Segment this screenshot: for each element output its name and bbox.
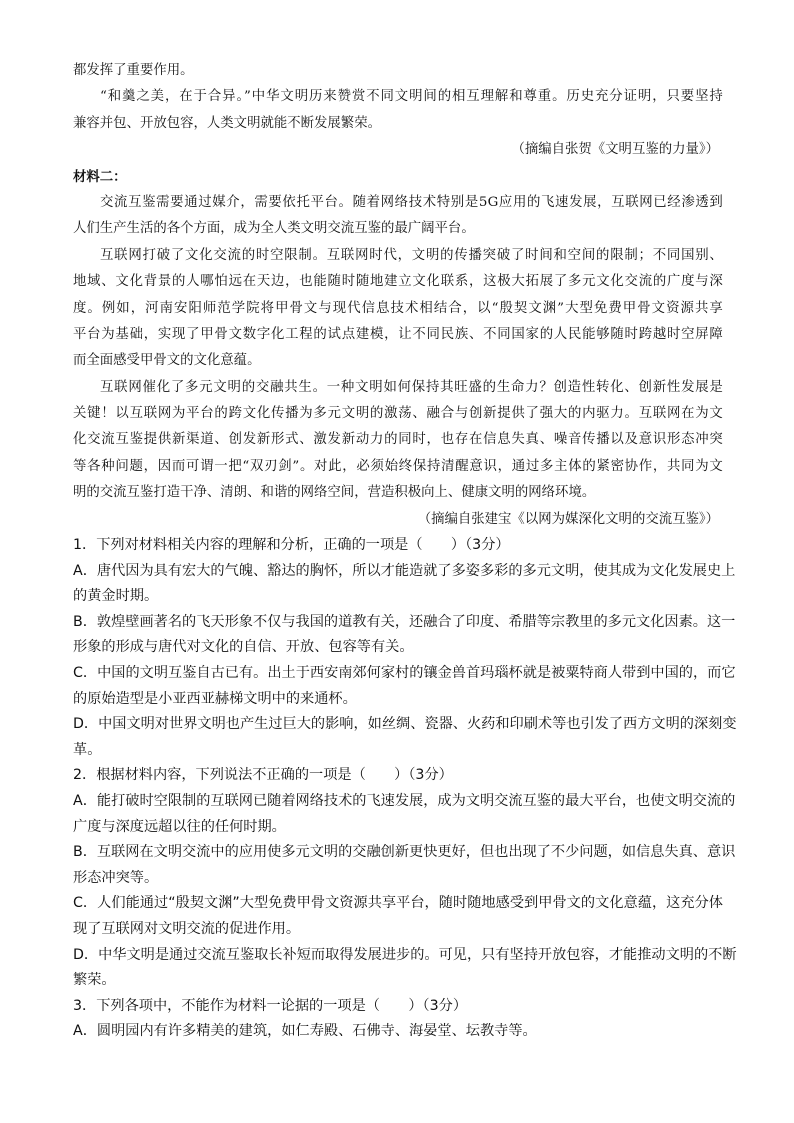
option-line: 革。 (73, 741, 102, 758)
question-stem: 3．下列各项中，不能作为材料一论据的一项是（ ）（3分） (73, 997, 468, 1014)
option-line: 的黄金时期。 (73, 588, 159, 605)
option-line: B．敦煌壁画著名的飞天形象不仅与我国的道教有关，还融合了印度、希腊等宗教里的多元文化因素。这一 (73, 613, 736, 630)
text-line: 明的交流互鉴打造干净、清朗、和谐的网络空间，营造积极向上、健康文明的网络环境。 (73, 485, 596, 501)
text-line: 等各种问题，因而可谓一把“双刃剑”。对此，必须始终保持清醒意识，通过多主体的紧密协作，共同为文 (73, 458, 723, 474)
text-line: 兼容并包、开放包容，人类文明就能不断发展繁荣。 (73, 115, 381, 131)
option-line: 广度与深度远超以往的任何时期。 (73, 818, 286, 835)
text-line: 而全面感受甲骨文的文化意蕴。 (73, 353, 261, 369)
option-line: 的原始造型是小亚西亚赫梯文明中的来通杯。 (73, 690, 357, 707)
question-stem: 2．根据材料内容，下列说法不正确的一项是（ ）（3分） (73, 767, 453, 784)
text-line: 度。例如，河南安阳师范学院将甲骨文与现代信息技术相结合，以“殷契文渊”大型免费甲骨文资源共享 (73, 300, 723, 316)
text-line: 互联网催化了多元文明的交融共生。一种文明如何保持其旺盛的生命力？创造性转化、创新性发展是 (100, 379, 723, 395)
text-line: 人们生产生活的各个方面，成为全人类文明交流互鉴的最广阔平台。 (73, 221, 475, 237)
source-citation: （摘编自张建宝《以网为媒深化文明的交流互鉴》） (417, 511, 719, 527)
option-line: A．能打破时空限制的互联网已随着网络技术的飞速发展，成为文明交流互鉴的最大平台，也使文明交流的 (73, 792, 736, 809)
text-line: “和羹之美，在于合异。”中华文明历来赞赏不同文明间的相互理解和尊重。历史充分证明，只要坚持 (100, 89, 723, 105)
option-line: A．圆明园内有许多精美的建筑，如仁寿殿、石佛寺、海晏堂、坛教寺等。 (73, 1023, 537, 1040)
text-line: 互联网打破了文化交流的时空限制。互联网时代，文明的传播突破了时间和空间的限制；不同国别、 (100, 247, 723, 263)
text-line: 关键！以互联网为平台的跨文化传播为多元文明的激荡、融合与创新提供了强大的内驱力。互联网在为文 (73, 406, 723, 422)
text-line: 都发挥了重要作用。 (73, 63, 194, 78)
option-line: D．中国文明对世界文明也产生过巨大的影响，如丝绸、瓷器、火药和印刷术等也引发了西方文明的深刻变 (73, 716, 737, 733)
option-line: 形态冲突等。 (73, 869, 159, 886)
option-line: A．唐代因为具有宏大的气魄、豁达的胸怀，所以才能造就了多姿多彩的多元文明，使其成为文化发展史上 (73, 562, 736, 579)
question-stem: 1．下列对材料相关内容的理解和分析，正确的一项是（ ）（3分） (73, 537, 510, 554)
section-heading: 材料二： (73, 168, 127, 185)
question-block (73, 533, 737, 1045)
material-two (73, 164, 723, 533)
text-line: 地域、文化背景的人哪怕远在天边，也能随时随地建立文化联系，这极大拓展了多元文化交流的广度与深 (73, 274, 723, 290)
option-line: C．人们能通过“殷契文渊”大型免费甲骨文资源共享平台，随时随地感受到甲骨文的文化意蕴，这充分体 (73, 895, 723, 912)
option-line: 繁荣。 (73, 972, 116, 989)
option-line: 现了互联网对文明交流的促进作用。 (73, 920, 301, 937)
option-line: D．中华文明是通过交流互鉴取长补短而取得发展进步的。可见，只有坚持开放包容，才能推动文明的不断 (73, 946, 737, 963)
source-citation: （摘编自张贺《文明互鉴的力量》） (511, 142, 719, 158)
option-line: 形象的形成与唐代对文化的自信、开放、包容等有关。 (73, 639, 414, 656)
option-line: C．中国的文明互鉴自古已有。出土于西安南郊何家村的镶金兽首玛瑙杯就是被粟特商人带到中国的，而它 (73, 665, 736, 681)
material-one-tail (73, 58, 723, 164)
exam-page (73, 58, 737, 1045)
text-line: 交流互鉴需要通过媒介，需要依托平台。随着网络技术特别是5G应用的飞速发展，互联网已经渗透到 (100, 194, 723, 210)
option-line: B．互联网在文明交流中的应用使多元文明的交融创新更快更好，但也出现了不少问题，如信息失真、意识 (73, 844, 736, 861)
text-line: 平台为基础，实现了甲骨文数字化工程的试点建模，让不同民族、不同国家的人民能够随时跨越时空屏障 (73, 326, 723, 342)
text-line: 化交流互鉴提供新渠道、创发新形式、激发新动力的同时，也存在信息失真、噪音传播以及意识形态冲突 (73, 432, 723, 448)
